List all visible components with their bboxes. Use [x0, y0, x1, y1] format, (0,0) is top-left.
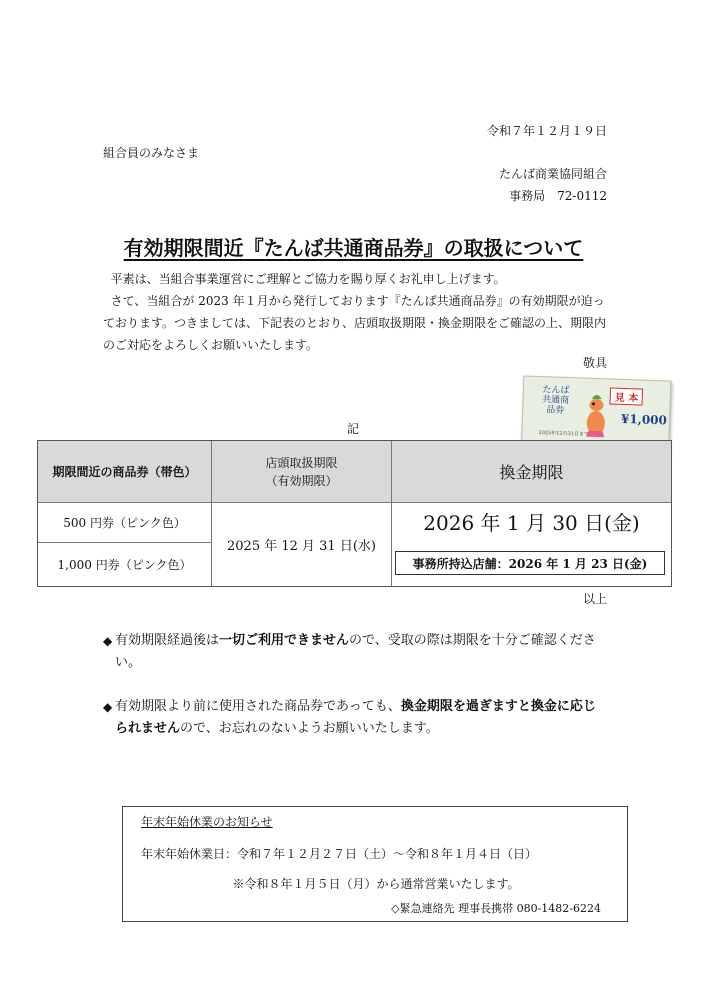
deadline-table: [37, 440, 672, 587]
header-ticket-type: 期限間近の商品券（帯色）: [38, 441, 212, 503]
notice-2-emphasis: 換金期限を過ぎますと換金に応じられません: [115, 699, 596, 736]
exchange-deadline-value: 2026 年 1 月 30 日(金): [423, 511, 640, 535]
ki-mark: 記: [347, 422, 360, 436]
document-title: [0, 232, 707, 261]
holiday-resume: ※令和８年１月５日（月）から通常営業いたします。: [232, 877, 520, 891]
row-500-yen-ticket: 500 円券（ピンク色）: [38, 503, 212, 543]
body-paragraph-1: [103, 268, 608, 290]
diamond-bullet-icon: ◆: [103, 700, 113, 714]
store-deadline-value: 2025 年 12 月 31 日(水): [212, 503, 392, 586]
header-exchange-deadline: 換金期限: [392, 441, 671, 503]
notice-1: [103, 630, 608, 674]
body-paragraph-2: [103, 290, 608, 356]
notice-2-part-a: 有効期限より前に使用された商品券であっても、: [115, 699, 401, 714]
notice-2-text: [103, 696, 608, 740]
header-store-deadline: [212, 441, 392, 503]
notice-1-part-a: 有効期限経過後は: [115, 633, 220, 648]
header-store-deadline-line1: 店頭取扱期限: [265, 455, 338, 470]
office-dropoff-deadline: 事務所持込店舗：2026 年 1 月 23 日(金): [395, 551, 665, 575]
emergency-contact: ◇緊急連絡先 理事長携帯 080-1482-6224: [391, 902, 601, 915]
document-title-text: 有効期限間近『たんば共通商品券』の取扱について: [123, 236, 584, 260]
diamond-bullet-icon: ◆: [103, 634, 113, 648]
document-date: 令和７年１２月１９日: [486, 124, 607, 138]
notice-1-part-c: ので、受取の際は期限を十分ご確認ください。: [115, 633, 596, 670]
ticket-value: ¥1,000: [620, 411, 668, 428]
notice-2: [103, 696, 608, 740]
holiday-notice-box: [122, 806, 628, 922]
notice-2-part-c: ので、お忘れのないようお願いいたします。: [180, 721, 439, 736]
notice-1-text: [103, 630, 608, 674]
row-1000-yen-ticket: 1,000 円券（ピンク色）: [38, 543, 212, 586]
ticket-title: たんば共通商品券: [541, 385, 570, 416]
header-store-deadline-line2: （有効期限）: [265, 473, 338, 488]
body-paragraph-1-text: 平素は、当組合事業運営にご理解とご協力を賜り厚くお礼申し上げます。: [110, 272, 506, 286]
ijo-mark: 以上: [582, 592, 607, 606]
organization-name: たんば商業協同組合: [498, 167, 607, 181]
holiday-title: 年末年始休業のお知らせ: [141, 815, 273, 829]
ticket-fine-print: 2025年12月31日まで: [538, 430, 589, 438]
holiday-period: 年末年始休業日：令和７年１２月２７日（土）～令和８年１月４日（日）: [141, 847, 538, 861]
closing-word: 敬具: [582, 356, 607, 370]
notice-1-emphasis: 一切ご利用できません: [219, 633, 350, 648]
recipient: 組合員のみなさま: [103, 146, 200, 160]
ticket-sample-stamp: 見 本: [609, 387, 643, 405]
body-paragraph-2-text: さて、当組合が 2023 年１月から発行しております『たんば共通商品券』の有効期限が迫っております。つきましては、下記表のとおり、店頭取扱期限・換金期限をご確認の上、期限内のご対応をよろしくお願いいたします。: [103, 294, 607, 352]
office-contact: 事務局 72-0112: [509, 189, 607, 203]
